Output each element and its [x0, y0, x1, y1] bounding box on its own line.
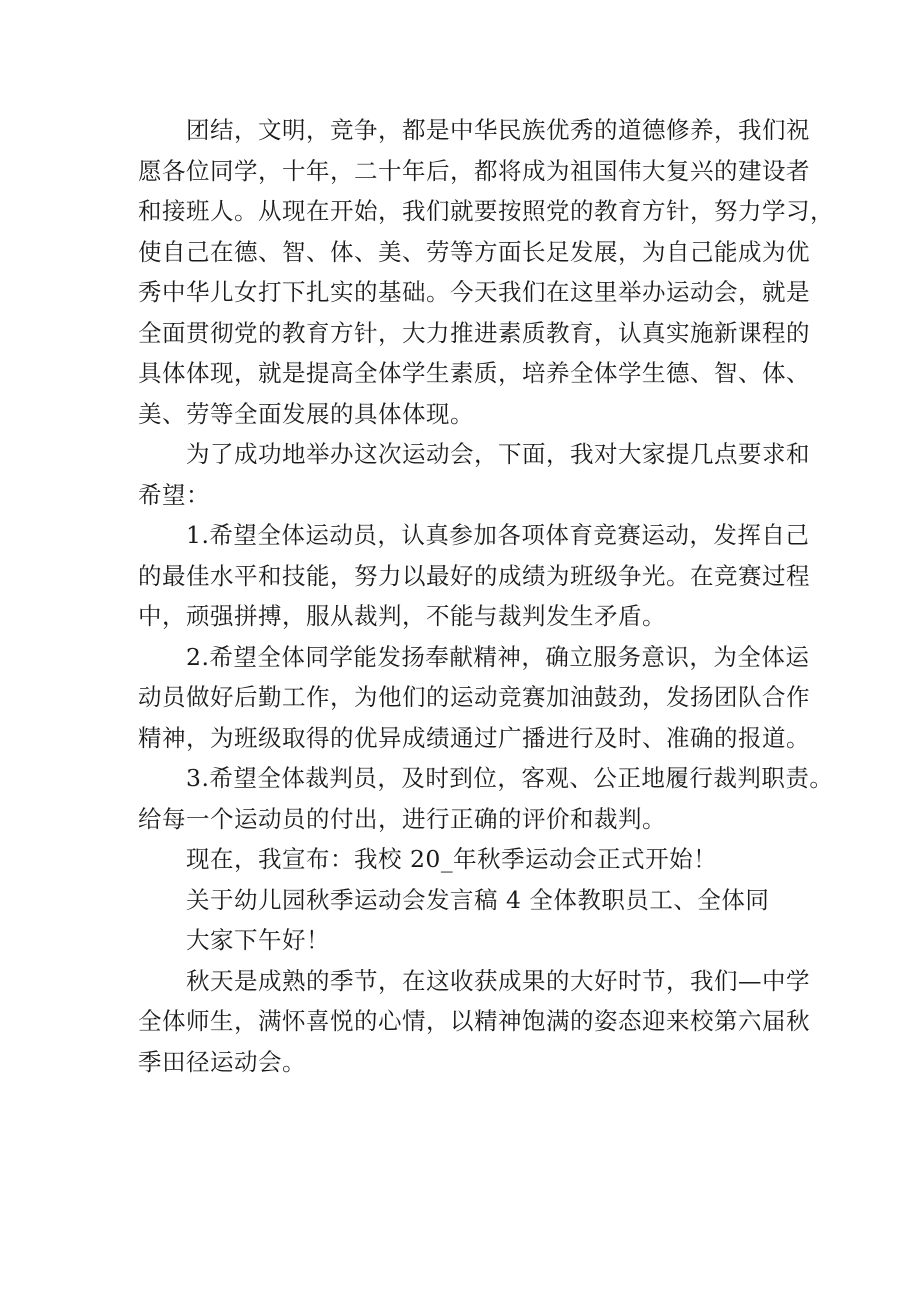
text-line-8: 美、劳等全面发展的具体体现。 — [138, 399, 474, 428]
text-line-1: 团结，文明，竞争，都是中华民族优秀的道德修养，我们祝 — [186, 116, 810, 144]
text-line-5: 秀中华儿女打下扎实的基础。今天我们在这里举办运动会，就是 — [138, 278, 810, 306]
text-line-6: 全面贯彻党的教育方针，大力推进素质教育，认真实施新课程的 — [138, 318, 810, 347]
text-line-17: 3.希望全体裁判员，及时到位，客观、公正地履行裁判职责。 — [186, 764, 834, 792]
text-line-12: 的最佳水平和技能，努力以最好的成绩为班级争光。在竞赛过程 — [138, 561, 810, 590]
text-line-7: 具体体现，就是提高全体学生素质，培养全体学生德、智、体、 — [138, 359, 810, 387]
text-line-22: 秋天是成熟的季节，在这收获成果的大好时节，我们—中学 — [186, 966, 810, 995]
text-line-11: 1.希望全体运动员，认真参加各项体育竞赛运动，发挥自己 — [186, 521, 810, 549]
text-line-15: 动员做好后勤工作，为他们的运动竞赛加油鼓劲，发扬团队合作 — [138, 683, 810, 711]
text-line-13: 中，顽强拼搏，服从裁判，不能与裁判发生矛盾。 — [138, 602, 666, 630]
text-line-19: 现在，我宣布：我校 20_年秋季运动会正式开始！ — [186, 845, 718, 873]
text-line-21: 大家下午好！ — [186, 926, 330, 954]
text-line-3: 和接班人。从现在开始，我们就要按照党的教育方针，努力学习， — [138, 197, 834, 225]
text-line-16: 精神，为班级取得的优异成绩通过广播进行及时、准确的报道。 — [138, 723, 810, 752]
text-line-24: 季田径运动会。 — [138, 1047, 306, 1076]
text-line-14: 2.希望全体同学能发扬奉献精神，确立服务意识，为全体运 — [186, 642, 810, 671]
text-line-10: 希望： — [138, 480, 210, 509]
text-line-9: 为了成功地举办这次运动会，下面，我对大家提几点要求和 — [186, 440, 810, 468]
text-line-20: 关于幼儿园秋季运动会发言稿 4 全体教职员工、全体同 — [186, 885, 770, 914]
text-line-4: 使自己在德、智、体、美、劳等方面长足发展，为自己能成为优 — [138, 237, 810, 266]
text-line-23: 全体师生，满怀喜悦的心情，以精神饱满的姿态迎来校第六届秋 — [138, 1007, 810, 1035]
document-body — [138, 110, 834, 1082]
text-line-2: 愿各位同学，十年，二十年后，都将成为祖国伟大复兴的建设者 — [138, 156, 810, 185]
text-line-18: 给每一个运动员的付出，进行正确的评价和裁判。 — [138, 804, 666, 833]
